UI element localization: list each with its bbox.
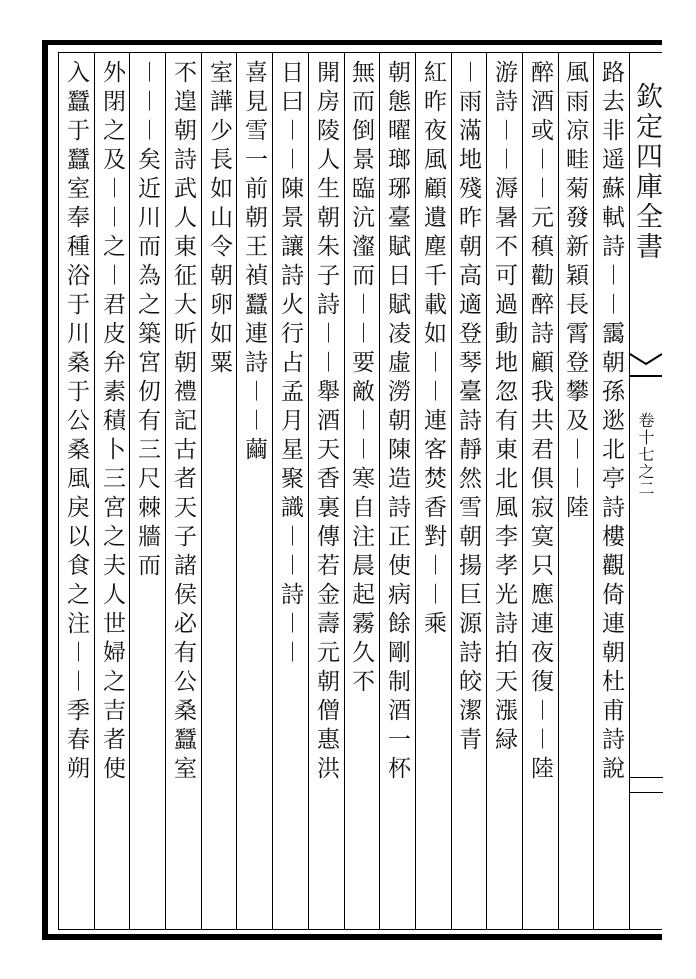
text-column: ︱雨滿地殘昨朝高適登琴臺詩靜然雪朝揚巨源詩皎潔青 — [455, 60, 481, 756]
column-rule — [344, 53, 345, 929]
text-column: 開房陵人生朝朱子詩︱︱舉酒天香裏傳若金壽元朝僧惠洪 — [313, 60, 339, 785]
margin-rule — [630, 792, 663, 793]
text-column: 游詩︱︱溽暑不可過動地忽有東北風李孝光詩拍天漲緑 — [491, 60, 517, 756]
column-rule — [451, 53, 452, 929]
fish-tail-icon — [630, 352, 662, 378]
text-column: 朝態曜瑯琊臺賦日賦凌虛澇朝陳造詩正使病餘剛制酒一杯 — [384, 60, 410, 785]
text-column: 紅昨夜風顧遺塵千載如︱︱連客焚香對︱︱乘 — [420, 60, 446, 640]
column-rule — [129, 53, 130, 929]
column-rule — [236, 53, 237, 929]
column-rule — [308, 53, 309, 929]
column-rule — [58, 53, 59, 929]
column-rule — [415, 53, 416, 929]
column-rule — [165, 53, 166, 929]
column-rule — [272, 53, 273, 929]
text-column: 室譁少長如山令朝卵如粟 — [206, 60, 232, 379]
column-rule — [486, 53, 487, 929]
text-column: ︱︱︱矣近川而為之築宮仞有三尺棘牆而 — [134, 60, 160, 582]
column-rule — [593, 53, 594, 929]
text-column: 醉酒或︱︱元稹勸醉詩顧我共君俱寂寞只應連夜復︱︱陸 — [527, 60, 553, 785]
column-rule — [558, 53, 559, 929]
text-column: 入蠶于蠶室奉種浴于川桑于公桑風戾以食之注︱︱季春朔 — [63, 60, 89, 785]
column-rule — [379, 53, 380, 929]
text-column: 日曰︱︱陳景讓詩火行占孟月星聚識︱︱詩︱︱ — [277, 60, 303, 669]
book-title: 欽定四庫全書 — [631, 82, 662, 262]
column-rule — [522, 53, 523, 929]
column-rule — [94, 53, 95, 929]
volume-label: 卷十七之二 — [636, 412, 655, 497]
text-column: 喜見雪一前朝王禎蠶連詩︱︱繭 — [241, 60, 267, 466]
column-rule — [201, 53, 202, 929]
text-column: 不遑朝詩武人東征大昕朝禮記古者天子諸侯必有公桑蠶室 — [170, 60, 196, 785]
margin-rule — [630, 777, 663, 778]
text-column: 外閉之及︱︱之︱君皮弁素積卜三宮之夫人世婦之吉者使 — [99, 60, 125, 785]
text-column: 無而倒景臨沆瀣而︱︱要敵︱︱寒自注晨起霧久不 — [348, 60, 374, 698]
text-column: 路去非遥蘇軾詩︱︱靄朝孫逖北亭詩樓觀倚連朝杜甫詩說 — [598, 60, 624, 785]
text-column: 風雨凉畦菊發新穎長霄登攀及︱︱陸 — [562, 60, 588, 524]
fish-tail-margin — [629, 52, 662, 930]
